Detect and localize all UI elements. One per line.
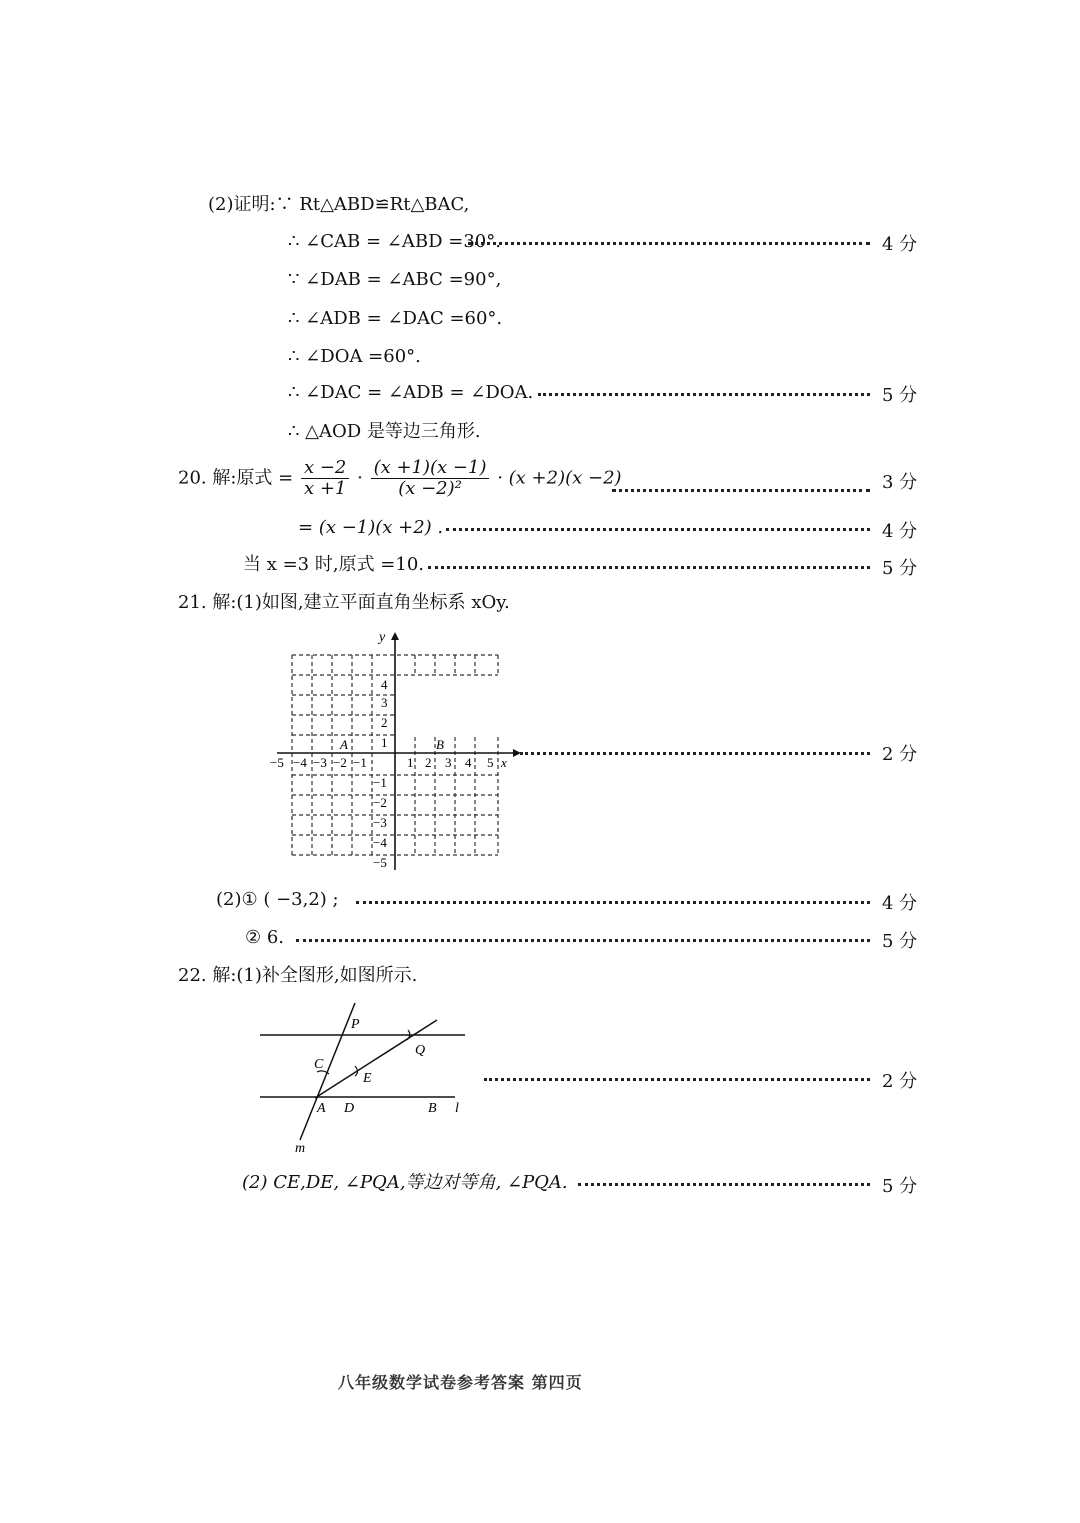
leader-dots xyxy=(468,242,870,245)
x-tick: −4 xyxy=(293,755,307,770)
label-l: l xyxy=(455,1101,459,1116)
score: 5 分 xyxy=(882,385,918,406)
q20-line-1 xyxy=(178,458,622,499)
y-tick: 2 xyxy=(381,715,388,730)
y-tick: 4 xyxy=(381,677,388,692)
parallel-lines-figure xyxy=(255,1000,485,1160)
score: 5 分 xyxy=(882,558,918,579)
q19-line-2: ∴ ∠CAB = ∠ABD =30°. xyxy=(288,231,501,252)
leader-dots xyxy=(356,901,870,904)
x-tick: 4 xyxy=(465,755,472,770)
fraction-numerator: (x +1)(x −1) xyxy=(371,458,490,479)
q19-line-4: ∴ ∠ADB = ∠DAC =60°. xyxy=(288,308,503,329)
score: 3 分 xyxy=(882,472,918,493)
label-b: B xyxy=(428,1101,437,1116)
label-e: E xyxy=(363,1071,372,1086)
label-p: P xyxy=(351,1017,360,1032)
score: 5 分 xyxy=(882,1176,918,1197)
label-q: Q xyxy=(415,1043,426,1058)
y-tick: −2 xyxy=(373,795,387,810)
x-tick: −3 xyxy=(313,755,327,770)
x-tick: −2 xyxy=(333,755,347,770)
q19-line-3: ∵ ∠DAB = ∠ABC =90°, xyxy=(288,269,502,290)
q22-heading: 22. 解:(1)补全图形,如图所示. xyxy=(178,965,418,986)
y-tick: 3 xyxy=(381,695,388,710)
x-tick: 1 xyxy=(407,755,414,770)
x-tick: −5 xyxy=(270,755,284,770)
score: 2 分 xyxy=(882,744,918,765)
x-tick: 5 xyxy=(487,755,494,770)
label-c: C xyxy=(314,1057,324,1072)
leader-dots xyxy=(428,566,870,569)
axis-label-y: y xyxy=(379,630,386,645)
y-axis-arrow xyxy=(391,632,399,640)
score: 5 分 xyxy=(882,931,918,952)
q21-part2-1: (2)① ( −3,2) ; xyxy=(216,889,339,910)
leader-dots xyxy=(612,489,870,492)
leader-dots xyxy=(520,752,870,755)
q21-part2-2: ② 6. xyxy=(245,927,285,948)
score: 4 分 xyxy=(882,234,918,255)
leader-dots xyxy=(296,939,870,942)
q20-line-3: 当 x =3 时,原式 =10. xyxy=(243,554,425,575)
y-tick-labels xyxy=(373,677,388,870)
q19-line-1: (2)证明:∵ Rt△ABD≌Rt△BAC, xyxy=(208,194,470,215)
q20-line-2: = (x −1)(x +2) . xyxy=(298,517,444,538)
multiply-dot: · xyxy=(357,467,363,489)
score: 4 分 xyxy=(882,521,918,542)
leader-dots xyxy=(578,1183,870,1186)
point-label-b: B xyxy=(436,737,444,752)
q21-heading: 21. 解:(1)如图,建立平面直角坐标系 xOy. xyxy=(178,592,510,613)
fraction-denominator: x +1 xyxy=(303,478,347,499)
q22-part2: (2) CE,DE, ∠PQA,等边对等角, ∠PQA. xyxy=(242,1172,568,1193)
q19-line-5: ∴ ∠DOA =60°. xyxy=(288,346,421,367)
x-tick-labels xyxy=(270,755,494,770)
y-tick: −4 xyxy=(373,835,387,850)
point-label-a: A xyxy=(340,737,348,752)
fraction-numerator: x −2 xyxy=(301,458,349,479)
q19-line-6: ∴ ∠DAC = ∠ADB = ∠DOA. xyxy=(288,382,534,403)
fraction xyxy=(301,458,349,499)
y-tick: −3 xyxy=(373,815,387,830)
score: 4 分 xyxy=(882,893,918,914)
page-footer: 八年级数学试卷参考答案 第四页 xyxy=(338,1373,583,1392)
label-m: m xyxy=(295,1141,306,1156)
coordinate-grid-figure xyxy=(265,625,525,875)
fraction-denominator: (x −2)² xyxy=(398,478,462,499)
score: 2 分 xyxy=(882,1071,918,1092)
axis-label-x: x xyxy=(501,755,507,770)
y-tick: 1 xyxy=(381,735,388,750)
y-tick: −1 xyxy=(373,775,387,790)
x-tick: 2 xyxy=(425,755,432,770)
leader-dots xyxy=(484,1078,870,1081)
label-d: D xyxy=(344,1101,355,1116)
x-tick: 3 xyxy=(445,755,452,770)
q20-label: 20. 解:原式 = xyxy=(178,467,294,489)
q19-line-7: ∴ △AOD 是等边三角形. xyxy=(288,421,481,442)
y-tick: −5 xyxy=(373,855,387,870)
q20-tail: · (x +2)(x −2) xyxy=(497,467,622,489)
leader-dots xyxy=(446,528,870,531)
line-m xyxy=(300,1003,355,1140)
x-tick: −1 xyxy=(353,755,367,770)
fraction xyxy=(371,458,490,499)
label-a: A xyxy=(317,1101,326,1116)
leader-dots xyxy=(538,393,870,396)
